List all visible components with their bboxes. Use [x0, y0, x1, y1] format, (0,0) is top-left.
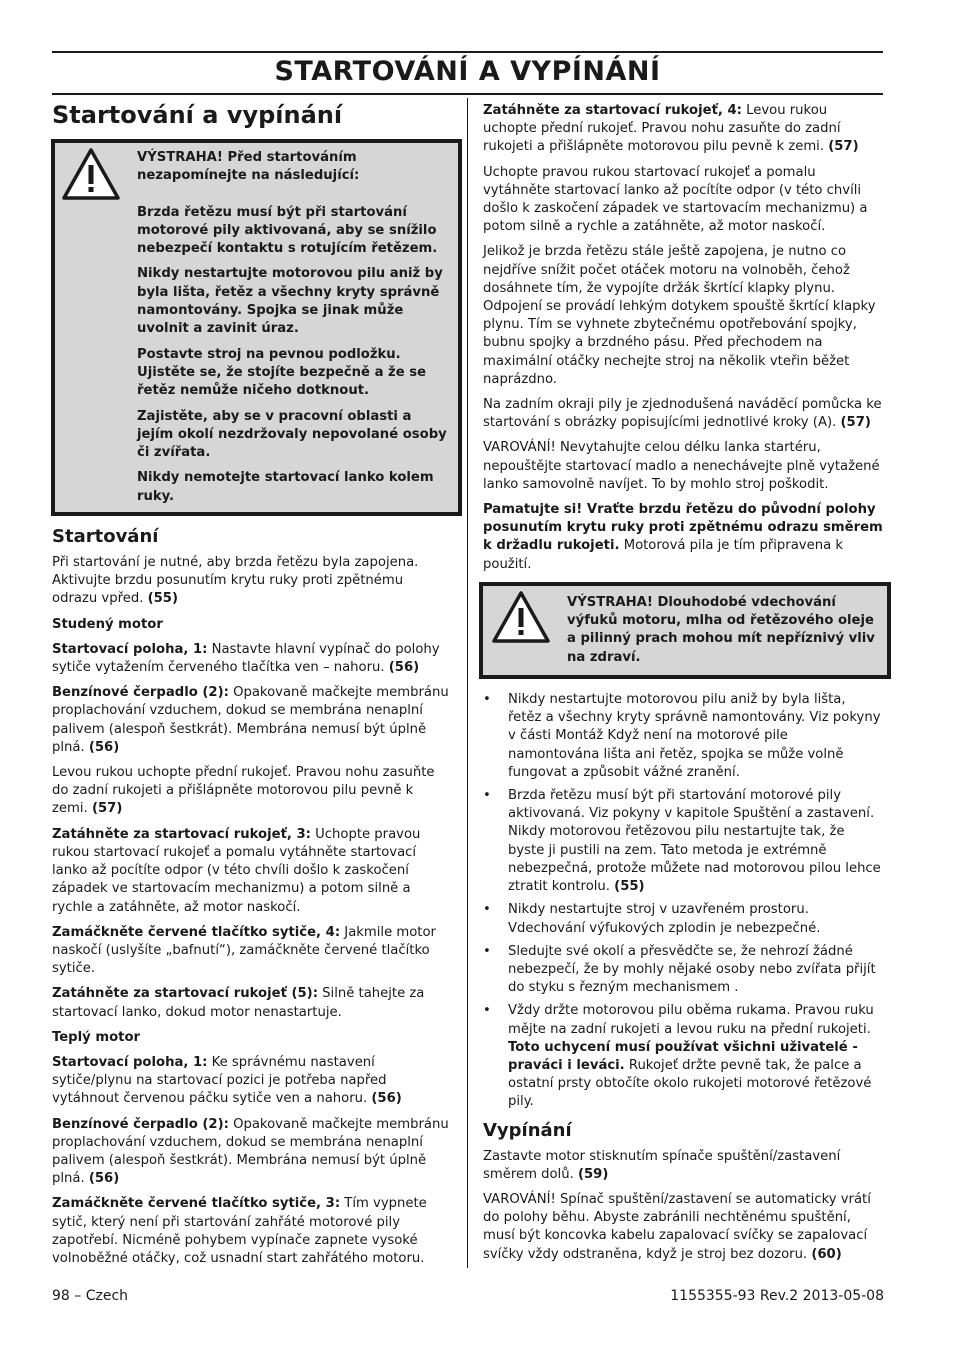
- subsection-heading: Vypínání: [483, 1119, 572, 1141]
- right-column: [483, 102, 883, 1271]
- warning-text: Postavte stroj na pevnou podložku. Ujistěte se, že stojíte bezpečně a že se řetěz nemůže ničeho dotknout.: [137, 346, 427, 399]
- figure-ref: (56): [388, 660, 420, 676]
- warning-text: VÝSTRAHA! Před startováním nezapomínejte na následující:: [137, 150, 360, 184]
- minor-heading: Teplý motor: [52, 1029, 141, 1045]
- minor-heading: Studený motor: [52, 616, 163, 632]
- page-number: 98 – Czech: [52, 1288, 129, 1304]
- figure-ref: (55): [614, 879, 645, 895]
- page-title: STARTOVÁNÍ A VYPÍNÁNÍ: [274, 56, 661, 87]
- document-revision: 1155355-93 Rev.2 2013-05-08: [670, 1288, 884, 1304]
- figure-ref: (56): [88, 739, 120, 755]
- figure-ref: (55): [147, 591, 178, 607]
- paragraph: Jelikož je brzda řetězu stále ještě zapojena, je nutno co nejdříve snížit počet otáček motoru na volnoběh, čehož dosáhnete tím, že vypojíte držák škrtící klapky plynu. Odpojení se provádí lehkým dotykem spouště škrtící klapky plynu. Tím se vyhnete zbytečnému opotřebování spojky, bubnu spojky a brzdného pásu. Před přechodem na maximální otáčky nechejte stroj na několik vteřin běžet naprázdno.: [483, 244, 876, 387]
- warning-triangle-icon: [491, 590, 551, 644]
- paragraph: Levou rukou uchopte přední rukojeť. Pravou nohu zasuňte do zadní rukojeti a přišlápněte motorovou pilu pevně k zemi. (57): [52, 765, 435, 817]
- paragraph: Zatáhněte za startovací rukojeť, 3: Uchopte pravou rukou startovací rukojeť a pomalu vytáhněte startovací lanko až pocítíte odpor (v této chvíli došlo k zaskočení západek ve startovacím mechanizmu) a potom silně a rychle a zatáhněte, až motor naskočí.: [52, 826, 421, 915]
- warning-box-exhaust: [479, 582, 891, 679]
- top-rule: [52, 51, 883, 53]
- list-item: • Vždy držte motorovou pilu oběma rukama. Pravou ruku mějte na zadní rukojeti a levou ruku na přední rukojeti. Toto uchycení musí používat všichni uživatelé - praváci i leváci. Rukojeť držte pevně tak, že palce a ostatní prsty obtočíte okolo rukojeti motorové řetězové pily.: [483, 1002, 883, 1111]
- figure-ref: (57): [828, 139, 859, 155]
- warning-box-start: [51, 139, 462, 516]
- paragraph: Startovací poloha, 1: Ke správnému nastavení sytiče/plynu na startovací pozici je potřeba napřed vytáhnout červenou páčku sytiče ven a nahoru. (56): [52, 1054, 402, 1107]
- paragraph: Startovací poloha, 1: Nastavte hlavní vypínač do polohy sytiče vytažením červeného tlačítka ven – nahoru. (56): [52, 641, 440, 676]
- paragraph: Benzínové čerpadlo (2): Opakovaně mačkejte membránu proplachování vzduchem, dokud se membrána nenaplní palivem (alespoň šestkrát). Membrána nemusí být úplně plná. (56): [52, 685, 449, 755]
- subsection-heading: Startování: [52, 526, 159, 548]
- paragraph: Na zadním okraji pily je zjednodušená naváděcí pomůcka ke startování s obrázky popisujícími jednotlivé kroky (A). (57): [483, 397, 882, 431]
- paragraph: VAROVÁNÍ! Nevytahujte celou délku lanka startéru, nepouštějte startovací madlo a nenechávejte plně vytažené lanko samovolně navíjet. To by mohlo stroj poškodit.: [483, 440, 880, 492]
- paragraph: Při startování je nutné, aby brzda řetězu byla zapojena. Aktivujte brzdu posunutím krytu ruky proti zpětnému odrazu vpřed. (55): [52, 555, 419, 607]
- figure-ref: (57): [91, 801, 123, 817]
- list-item: • Brzda řetězu musí být při startování motorové pily aktivovaná. Viz pokyny v kapitole Spuštění a zastavení. Nikdy motorovou řetězovou pilu nestartujte tak, že byste ji pustili na zem. Tato metoda je extrémně nebezpečná, protože můžete nad motorovou pilou lehce ztratit kontrolu. (55): [483, 787, 883, 896]
- figure-ref: (60): [811, 1246, 842, 1262]
- warning-text: Nikdy nestartujte motorovou pilu aniž by byla lišta, řetěz a všechny kryty správně namontovány. Spojka se jinak může uvolnit a zavinit úraz.: [137, 266, 443, 337]
- list-item: • Sledujte své okolí a přesvědčte se, že nehrozí žádné nebezpečí, že by mohly nějaké osoby nebo zvířata přijít do styku s řezným mechanismem .: [483, 943, 883, 998]
- section-heading: Startování a vypínání: [52, 101, 343, 129]
- paragraph: Benzínové čerpadlo (2): Opakovaně mačkejte membránu proplachování vzduchem, dokud se membrána nenaplní palivem (alespoň šestkrát). Membrána nemusí být úplně plná. (56): [52, 1116, 449, 1187]
- list-item: • Nikdy nestartujte stroj v uzavřeném prostoru. Vdechování výfukových zplodin je nebezpečné.: [483, 901, 883, 937]
- title-rule: [52, 93, 883, 95]
- paragraph: Zamáčkněte červené tlačítko sytiče, 3: Tím vypnete sytič, který není při startování zahřáté motorové pily zapotřebí. Nicméně pohybem vypínače zapnete vysoké volnoběžné otáčky, což usnadní start zahřátého motoru.: [52, 1196, 427, 1266]
- figure-ref: (56): [88, 1171, 120, 1187]
- figure-ref: (57): [840, 415, 871, 431]
- warning-triangle-icon: [61, 147, 121, 201]
- warning-text: Zajistěte, aby se v pracovní oblasti a jejím okolí nezdržovaly nepovolané osoby či zvířata.: [137, 408, 447, 461]
- paragraph: Zatáhněte za startovací rukojeť, 4: Levou rukou uchopte přední rukojeť. Pravou nohu zasuňte do zadní rukojeti a přišlápněte motorovou pilu pevně k zemi. (57): [483, 103, 859, 155]
- warning-text: Brzda řetězu musí být při startování motorové pily aktivovaná, aby se snížilo nebezpečí kontaktu s rotujícím řetězem.: [137, 204, 438, 257]
- list-item: • Nikdy nestartujte motorovou pilu aniž by byla lišta, řetěz a všechny kryty správně namontovány. Viz pokyny v části Montáž Když není na motorové pile namontována lišta ani řetěz, spojka se může volně fungovat a způsobit vážné zranění.: [483, 691, 883, 782]
- figure-ref: (59): [577, 1166, 609, 1182]
- column-divider: [467, 98, 468, 1268]
- warning-text: VÝSTRAHA! Dlouhodobé vdechování výfuků motoru, mlha od řetězového oleje a pilinný prach mohou mít nepříznivý vliv na zdraví.: [567, 594, 875, 665]
- paragraph: Zatáhněte za startovací rukojeť (5): Silně tahejte za startovací lanko, dokud motor nenastartuje.: [52, 986, 425, 1020]
- paragraph: Zastavte motor stisknutím spínače spuštění/zastavení směrem dolů. (59): [483, 1148, 841, 1182]
- safety-list: [483, 691, 883, 1111]
- figure-ref: (56): [371, 1091, 402, 1107]
- left-column: [52, 100, 450, 1275]
- paragraph: Pamatujte si! Vraťte brzdu řetězu do původní polohy posunutím krytu ruky proti zpětnému odrazu směrem k držadlu rukojeti. Motorová pila je tím připravena k použití.: [483, 502, 883, 572]
- paragraph: VAROVÁNÍ! Spínač spuštění/zastavení se automaticky vrátí do polohy běhu. Abyste zabránili nechtěnému spuštění, musí být koncovka kabelu zapalovací svíčky se zapalovací svíčky vždy odstraněna, když je stroj bez dozoru. (60): [483, 1191, 871, 1262]
- paragraph: Uchopte pravou rukou startovací rukojeť a pomalu vytáhněte startovací lanko až pocítíte odpor (v této chvíli došlo k zaskočení západek ve startovacím mechanizmu) a potom silně a rychle a zatáhněte, až motor naskočí.: [483, 164, 868, 235]
- warning-text: Nikdy nemotejte startovací lanko kolem ruky.: [137, 470, 434, 504]
- paragraph: Zamáčkněte červené tlačítko sytiče, 4: Jakmile motor naskočí (uslyšíte „bafnutí“), zamáčkněte červené tlačítko sytiče.: [52, 924, 436, 977]
